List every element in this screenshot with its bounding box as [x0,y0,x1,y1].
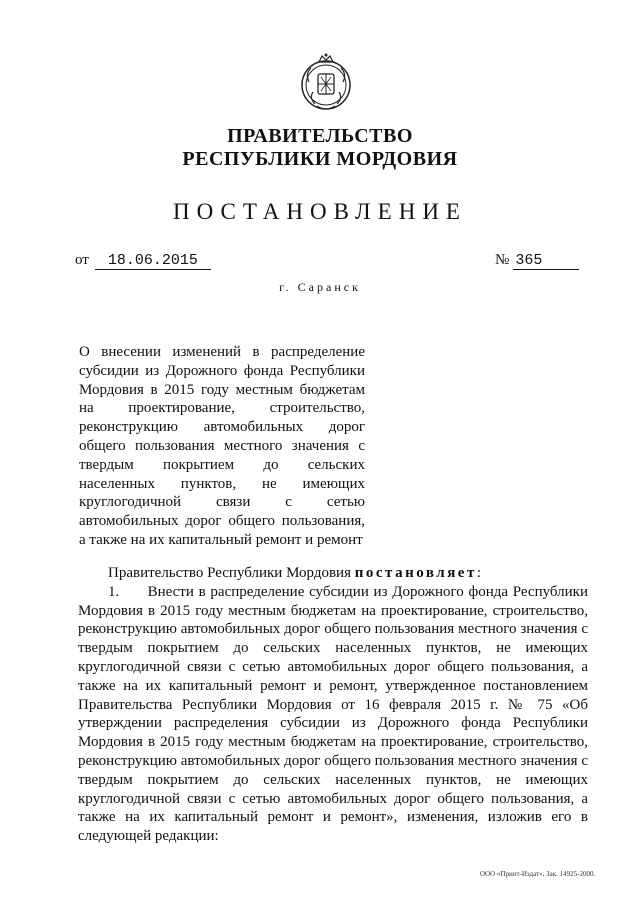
document-body [78,564,588,846]
number-line [495,252,579,270]
coat-of-arms-emblem [299,52,353,112]
intro-suffix: : [476,565,482,581]
date-prefix: от [75,252,89,268]
city: г. Саранск [279,280,361,294]
government-title-line1: ПРАВИТЕЛЬСТВО [227,125,413,147]
government-title-line2: РЕСПУБЛИКИ МОРДОВИЯ [182,148,458,170]
document-number: 365 [513,252,579,270]
intro-prefix: Правительство Республики Мордовия [108,565,351,581]
document-date: 18.06.2015 [95,252,211,270]
number-prefix: № [495,252,510,268]
document-subject: О внесении изменений в распределение субсидии из Дорожного фонда Республики Мордовия в 2015 году местным бюджетам на проектирование, строительство, реконструкцию автомобильных дорог общего пользования местного значения с твердым покрытием до сельских населенных пунктов, не имеющих круглогодичной связи с сетью автомобильных дорог общего пользования, а также на их капитальный ремонт и ремонт [79,344,365,548]
document-type: ПОСТАНОВЛЕНИЕ [173,199,467,224]
printer-footer: ООО «Принт-Издат», Зак. 14925-2000. [480,870,596,878]
date-line [75,252,211,270]
intro-line [78,564,588,583]
intro-verb: постановляет [354,565,477,581]
paragraph-1: 1. Внести в распределение субсидии из Дорожного фонда Республики Мордовия в 2015 году местным бюджетам на проектирование, строительство, реконструкцию автомобильных дорог общего пользования местного значения с твердым покрытием до сельских населенных пунктов, не имеющих круглогодичной связи с сетью автомобильных дорог общего пользования, а также на их капитальный ремонт и ремонт, утвержденное постановлением Правительства Республики Мордовия от 16 февраля 2015 г. № 75 «Об утверждении распределения субсидии из Дорожного фонда Республики Мордовия в 2015 году местным бюджетам на проектирование, строительство, реконструкцию автомобильных дорог общего пользования местного значения с твердым покрытием до сельских населенных пунктов, не имеющих круглогодичной связи с сетью автомобильных дорог общего пользования, а также на их капитальный ремонт и ремонт», изменения, изложив его в следующей редакции: [78,583,588,845]
